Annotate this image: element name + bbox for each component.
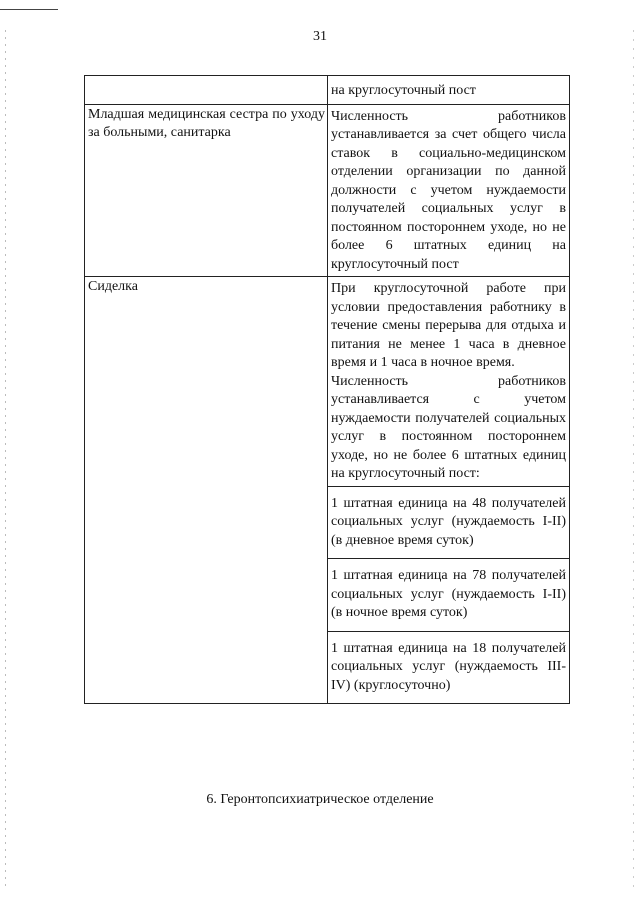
- table-row: [85, 76, 570, 105]
- staffing-table: [84, 75, 570, 704]
- top-rule: [0, 9, 58, 10]
- page-number: 31: [313, 29, 327, 44]
- sub-norm-text: 1 штатная единица на 48 получателей социальных услуг (нуждаемость I-II) (в дневное время суток): [331, 495, 566, 548]
- sub-norm-cell: [328, 631, 570, 704]
- norm-text: на круглосуточный пост:: [331, 466, 480, 481]
- position-cell: [85, 76, 328, 105]
- norm-text: При круглосуточной работе при условии предоставления работнику в течение смены перерыва для отдыха и питания не менее 1 часа в дневное время и 1 часа в ночное время.: [331, 281, 566, 370]
- norm-text: Численность работников устанавливается с учетом нуждаемости получателей социальных услуг в постоянном постороннем уходе, но не более 6 штатных единиц: [331, 373, 566, 463]
- norm-text: на круглосуточный пост: [331, 83, 476, 98]
- scan-edge-right: [633, 30, 634, 890]
- sub-norm-cell: [328, 486, 570, 559]
- section-heading: 6. Геронтопсихиатрическое отделение: [206, 792, 434, 807]
- sub-norm-cell: [328, 559, 570, 632]
- position-cell: Младшая медицинская сестра по уходу за больными, санитарка: [85, 104, 328, 277]
- sub-norm-text: 1 штатная единица на 78 получателей социальных услуг (нуждаемость I-II) (в ночное время суток): [331, 568, 566, 620]
- norm-cell: [328, 104, 570, 277]
- table-row: [85, 277, 570, 487]
- position-cell: Сиделка: [85, 277, 328, 704]
- table-row: [85, 104, 570, 277]
- norm-text: Численность работников устанавливается за счет общего числа ставок в социально-медицинском отделении организации по данной должности с учетом нуждаемости получателей социальных услуг в постоянном постороннем уходе, но не более 6 штатных единиц на круглосуточный пост: [331, 108, 566, 272]
- sub-norm-text: 1 штатная единица на 18 получателей социальных услуг (нуждаемость III-IV) (круглосуточно): [331, 640, 566, 693]
- scan-edge-left: [5, 30, 6, 890]
- norm-cell: [328, 277, 570, 487]
- norm-cell: [328, 76, 570, 105]
